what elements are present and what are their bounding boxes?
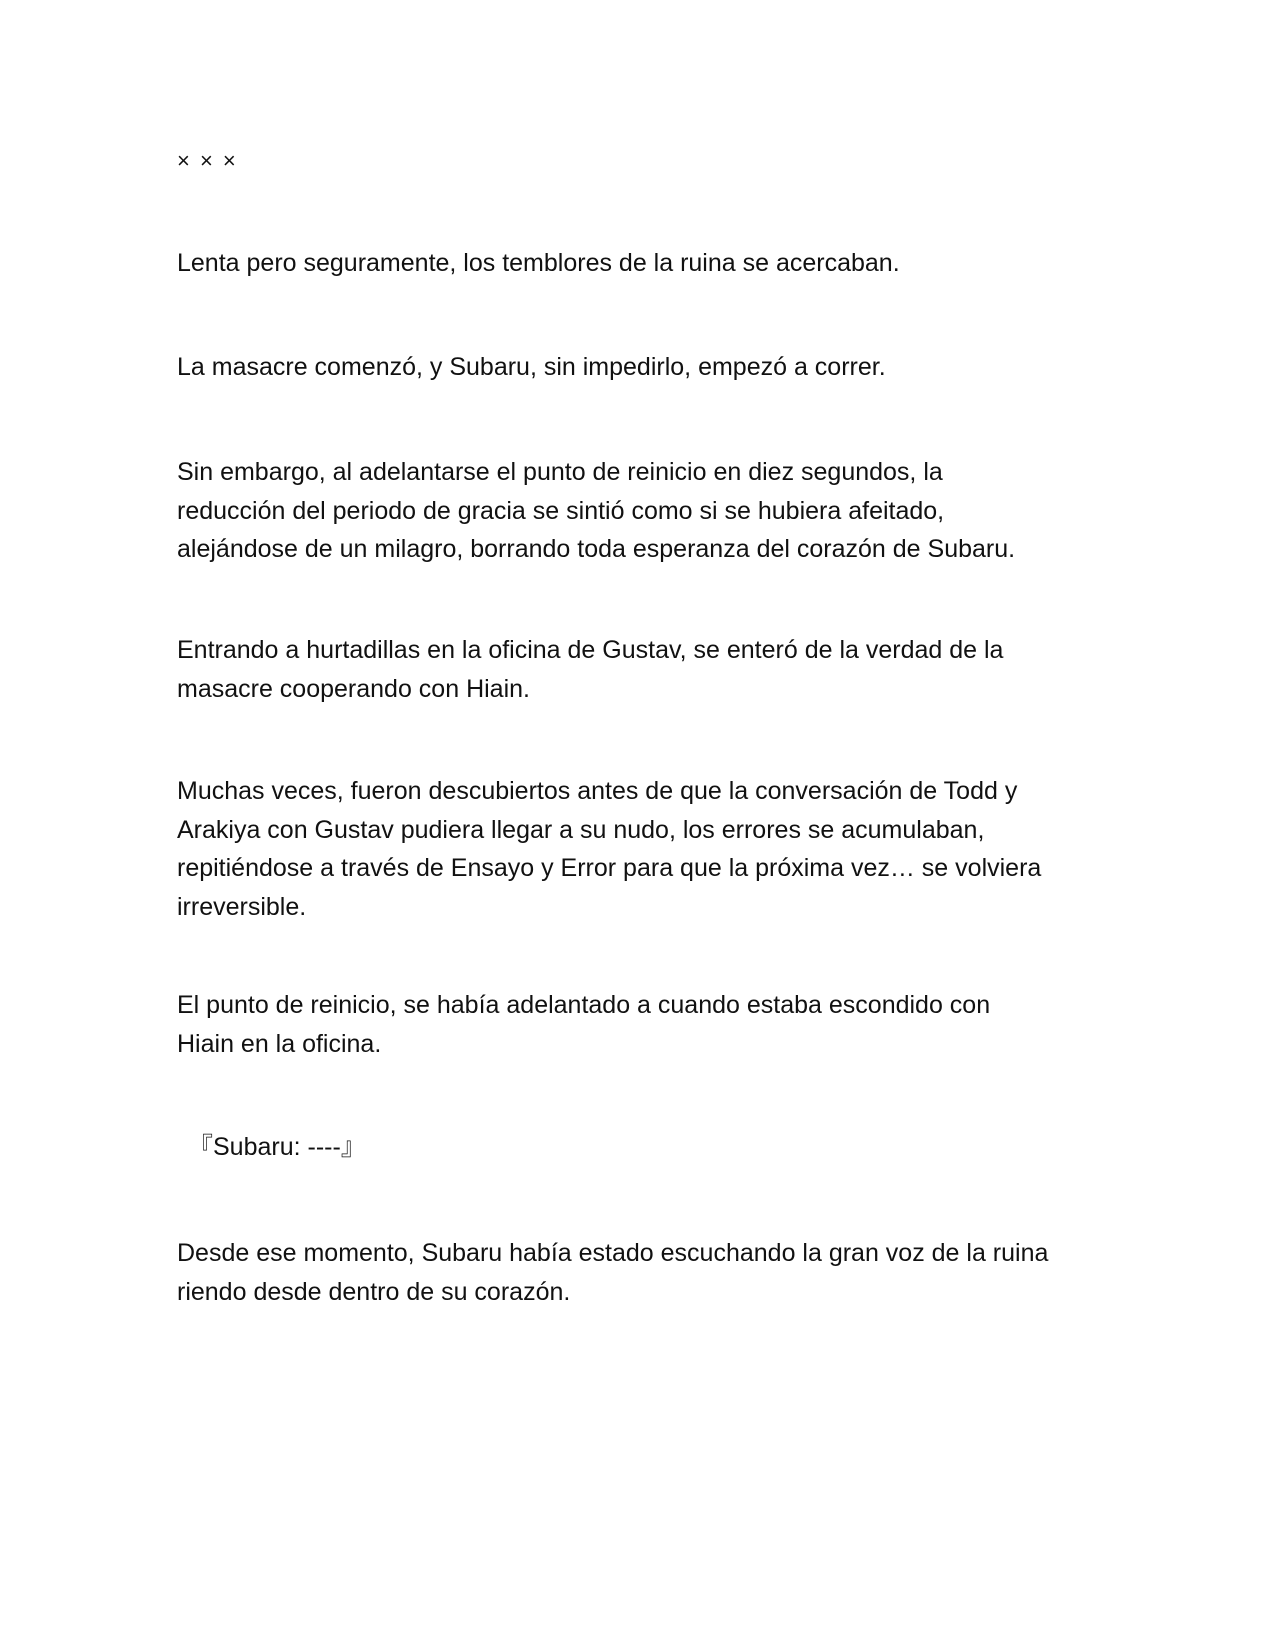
- paragraph-2: La masacre comenzó, y Subaru, sin impedirlo, empezó a correr.: [177, 353, 886, 381]
- paragraph-6: El punto de reinicio, se había adelantado a cuando estaba escondido con Hiain en la oficina.: [177, 991, 991, 1058]
- dialogue-line: 『Subaru: ----』: [188, 1133, 366, 1161]
- paragraph-4: Entrando a hurtadillas en la oficina de Gustav, se enteró de la verdad de la masacre cooperando con Hiain.: [177, 636, 1004, 703]
- paragraph-3: Sin embargo, al adelantarse el punto de reinicio en diez segundos, la reducción del periodo de gracia se sintió como si se hubiera afeitado, alejándose de un milagro, borrando toda esperanza del corazón de Subaru.: [177, 458, 1016, 563]
- scene-break: × × ×: [177, 148, 238, 173]
- paragraph-1: Lenta pero seguramente, los temblores de la ruina se acercaban.: [177, 249, 900, 277]
- paragraph-5: Muchas veces, fueron descubiertos antes de que la conversación de Todd y Arakiya con Gustav pudiera llegar a su nudo, los errores se acumulaban, repitiéndose a través de Ensayo y Error para que la próxima vez… se volviera irreversible.: [177, 777, 1042, 921]
- paragraph-8: Desde ese momento, Subaru había estado escuchando la gran voz de la ruina riendo desde dentro de su corazón.: [177, 1239, 1049, 1306]
